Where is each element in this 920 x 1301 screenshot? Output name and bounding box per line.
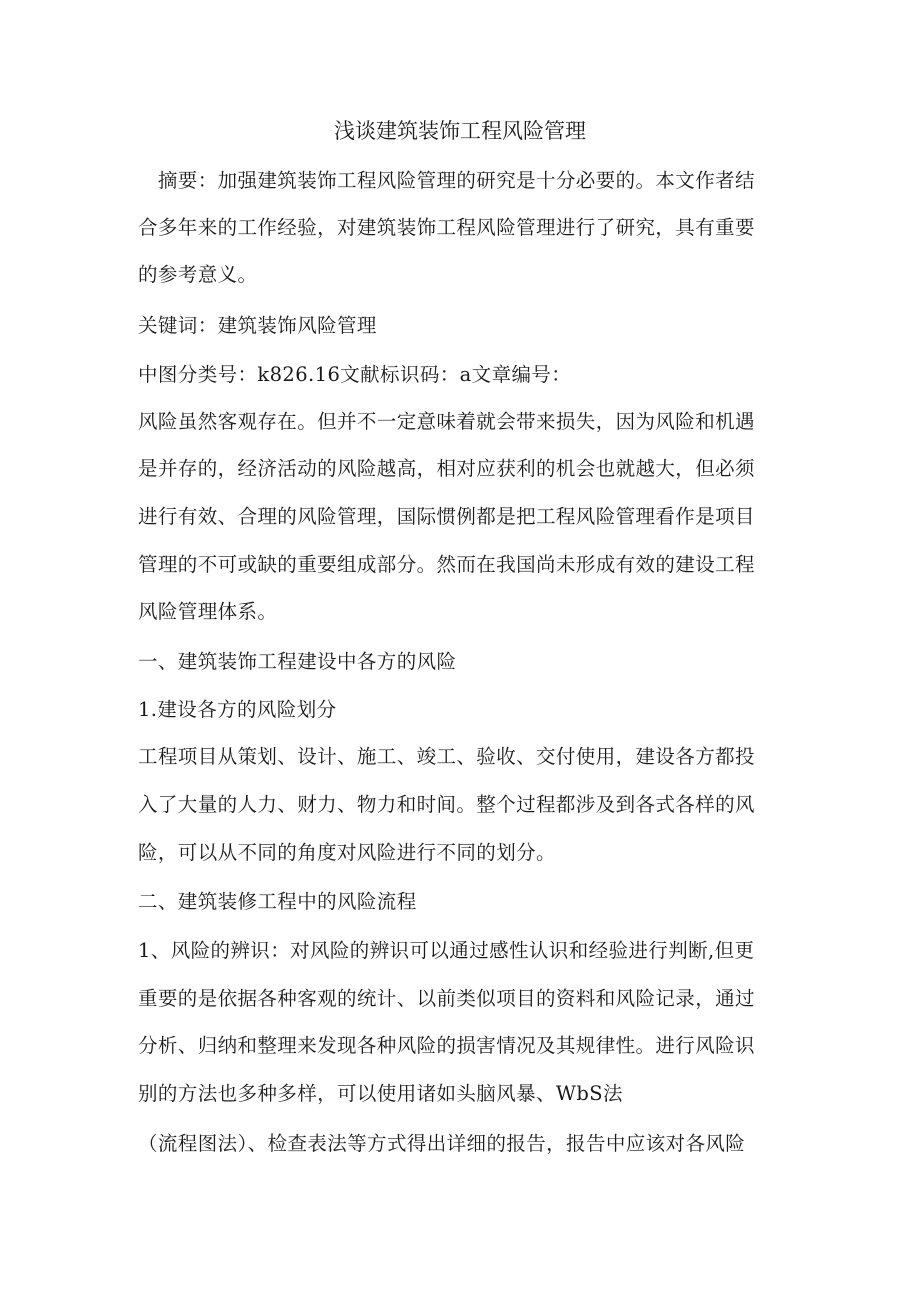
intro-line-2: 是并存的，经济活动的风险越高，相对应获利的机会也就越大，但必须: [138, 457, 755, 480]
intro-line-3: 进行有效、合理的风险管理，国际惯例都是把工程风险管理看作是项目: [138, 505, 755, 528]
document-title: 浅谈建筑装饰工程风险管理: [334, 119, 586, 143]
abstract-line-2: 合多年来的工作经验，对建筑装饰工程风险管理进行了研究，具有重要: [138, 216, 755, 239]
intro-line-4: 管理的不可或缺的重要组成部分。然而在我国尚未形成有效的建设工程: [138, 553, 755, 576]
classification-line: 中图分类号：k826.16文献标识码：a文章编号：: [138, 363, 572, 386]
intro-line-5: 风险管理体系。: [138, 600, 278, 623]
section-1-line-1: 工程项目从策划、设计、施工、竣工、验收、交付使用，建设各方都投: [138, 745, 755, 768]
keywords-line: 关键词：建筑装饰风险管理: [138, 314, 377, 337]
section-1-heading: 一、建筑装饰工程建设中各方的风险: [138, 650, 457, 673]
section-2-line-5: （流程图法）、检查表法等方式得出详细的报告，报告中应该对各风险: [138, 1132, 746, 1155]
section-1-line-3: 险，可以从不同的角度对风险进行不同的划分。: [138, 841, 556, 864]
section-2-line-2: 重要的是依据各种客观的统计、以前类似项目的资料和风险记录，通过: [138, 987, 755, 1010]
section-1-line-2: 入了大量的人力、财力、物力和时间。整个过程都涉及到各式各样的风: [138, 793, 755, 816]
section-2-line-3: 分析、归纳和整理来发现各种风险的损害情况及其规律性。进行风险识: [138, 1034, 755, 1057]
section-2-line-1: 1、风险的辨识：对风险的辨识可以通过感性认识和经验进行判断,但更: [138, 939, 755, 962]
section-2-line-4: 别的方法也多种多样，可以使用诸如头脑风暴、WbS法: [138, 1082, 623, 1105]
abstract-line-3: 的参考意义。: [138, 263, 258, 286]
subsection-1-1-heading: 1.建设各方的风险划分: [138, 698, 337, 721]
intro-line-1: 风险虽然客观存在。但并不一定意味着就会带来损失，因为风险和机遇: [138, 410, 755, 433]
abstract-line-1: 摘要：加强建筑装饰工程风险管理的研究是十分必要的。本文作者结: [138, 169, 755, 192]
section-2-heading: 二、建筑装修工程中的风险流程: [138, 890, 417, 913]
